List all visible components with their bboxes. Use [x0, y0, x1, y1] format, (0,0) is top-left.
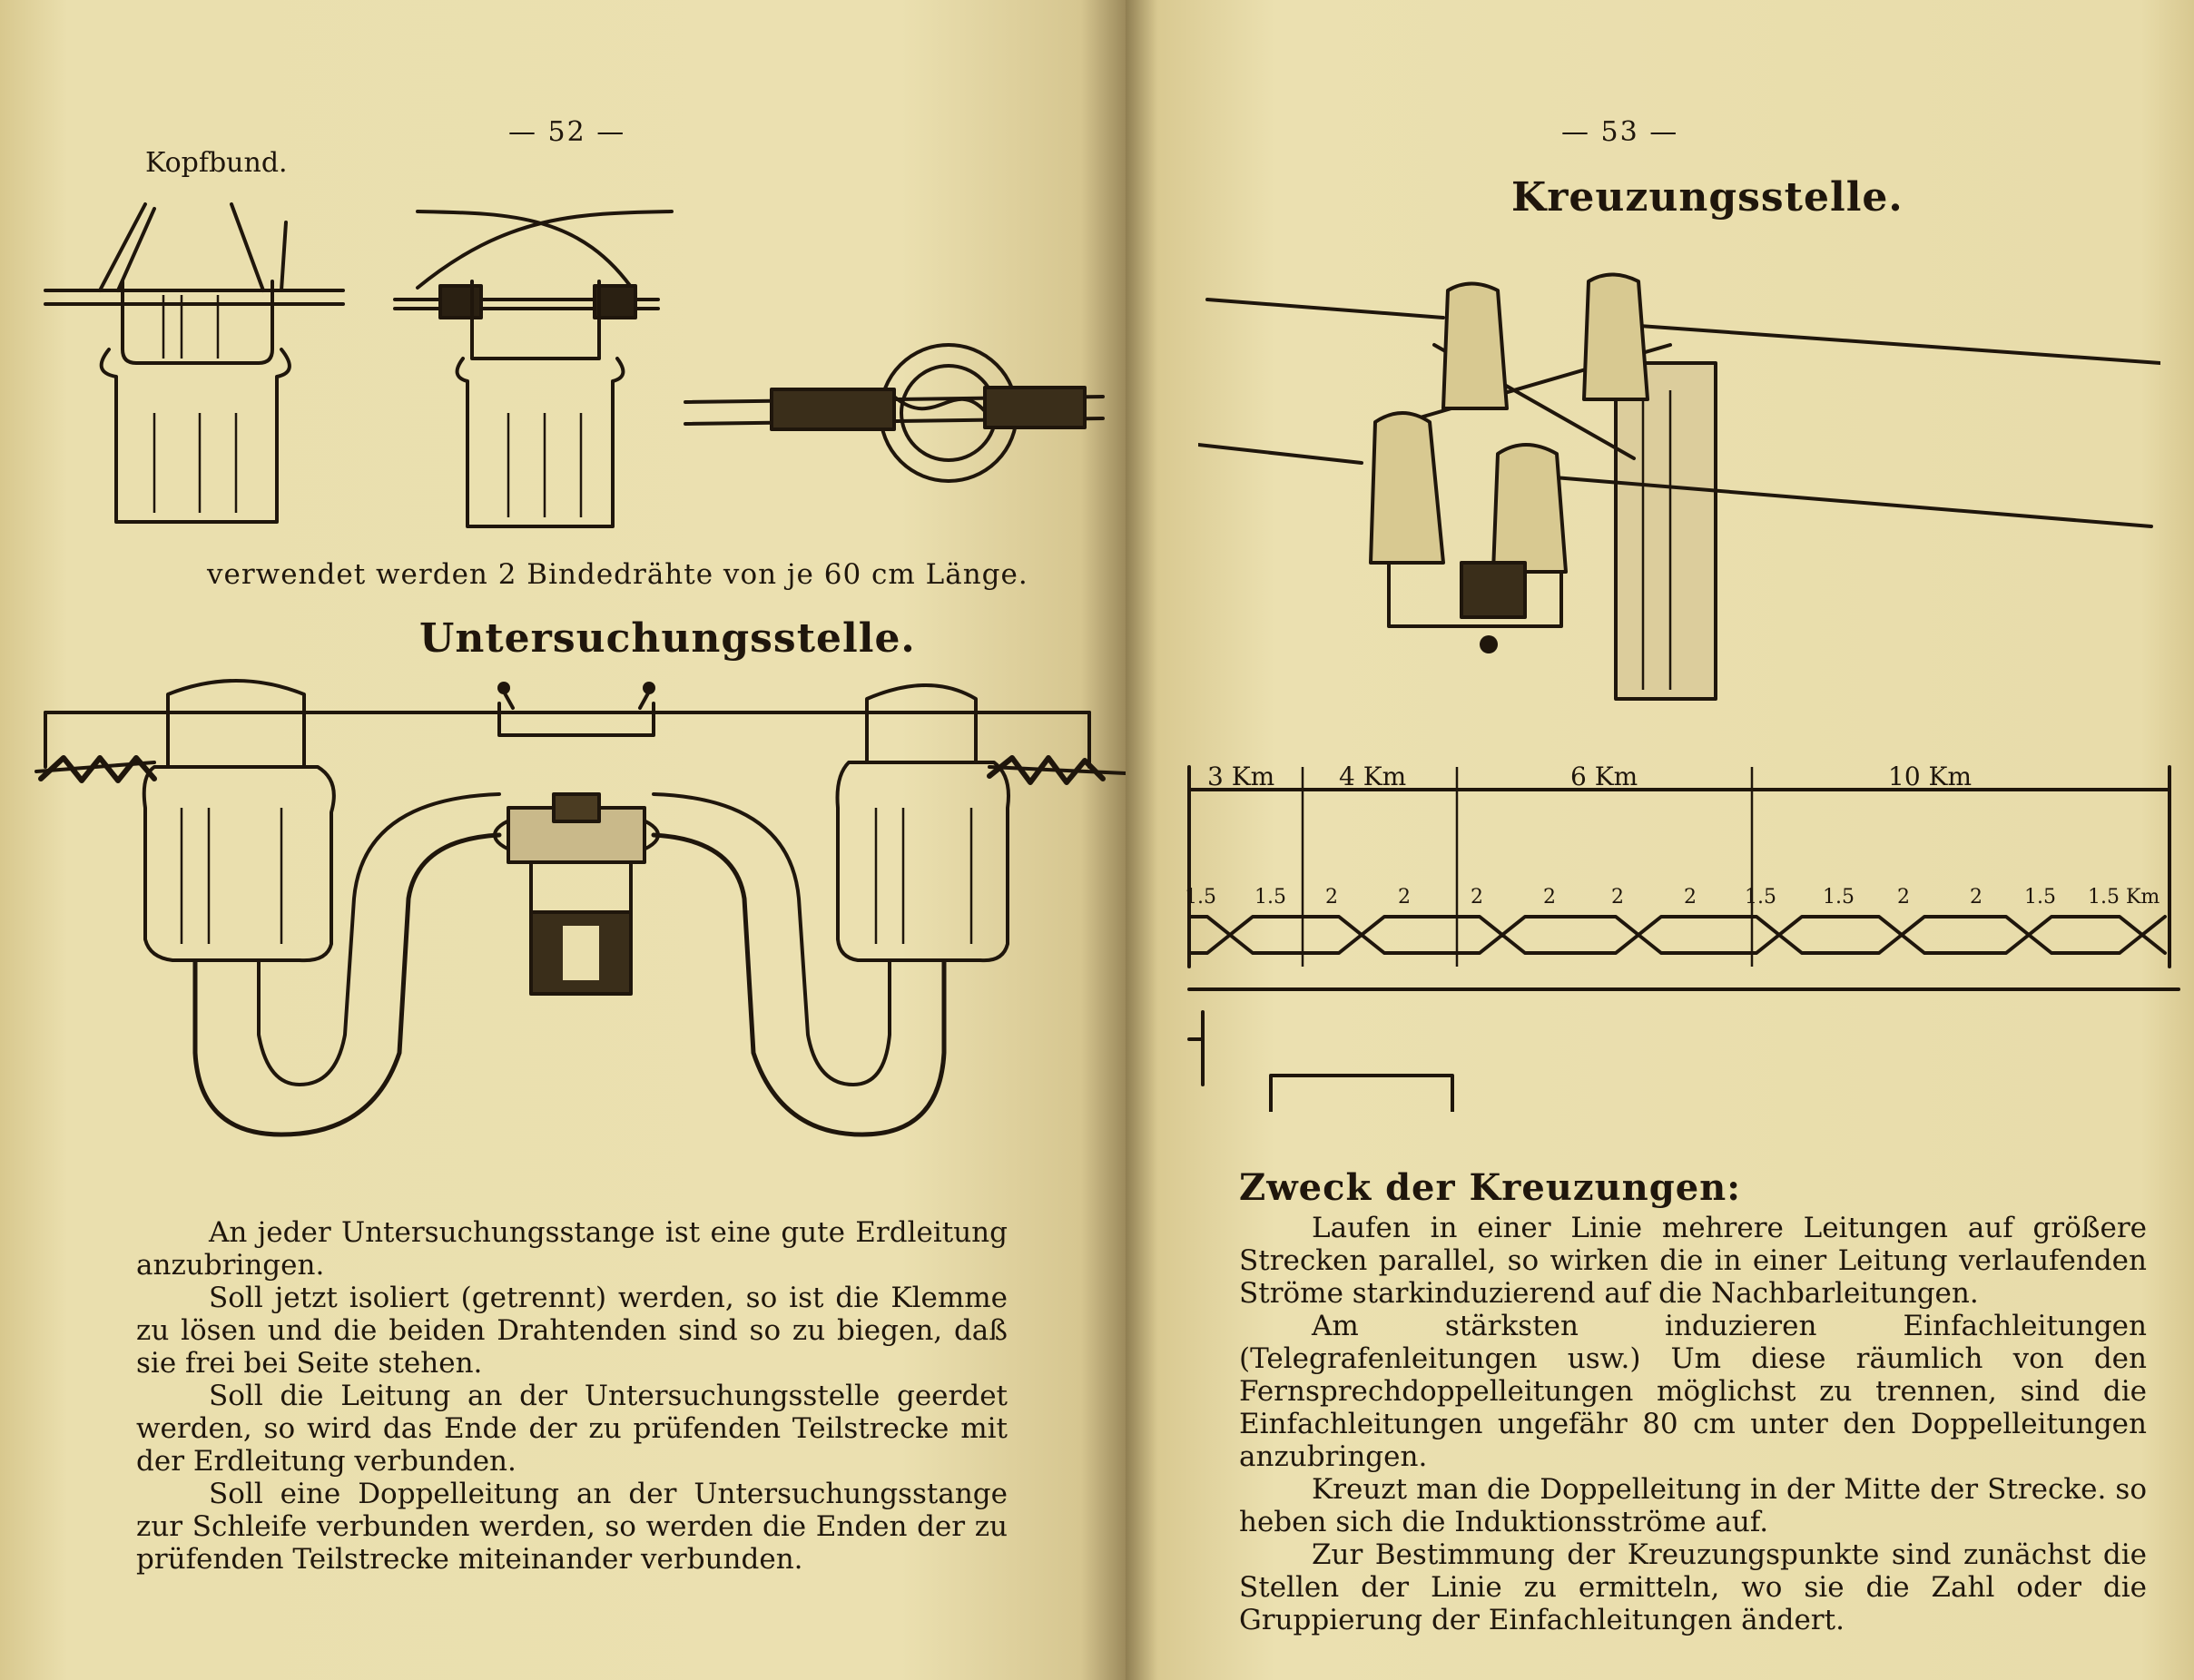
- page-number-52: — 52 —: [508, 116, 626, 148]
- kreuzung-heading: Kreuzungsstelle.: [1511, 174, 1904, 221]
- segment-label-2: 1.5: [1254, 886, 1286, 909]
- right-page: [1126, 0, 2194, 1680]
- segment-label-6: 2: [1543, 886, 1556, 909]
- segment-label-13: 1.5: [2024, 886, 2056, 909]
- segment-label-8: 2: [1684, 886, 1697, 909]
- left-paragraph-1: An jeder Untersuchungsstange ist eine gute Erdleitung anzubringen.: [136, 1216, 1008, 1282]
- segment-label-11: 2: [1897, 886, 1910, 909]
- kopfbund-illustration: [36, 195, 1126, 540]
- kopfbund-insulator-1: [45, 204, 343, 522]
- kopfbund-insulator-2: [395, 211, 672, 526]
- segment-label-9: 1.5: [1745, 886, 1776, 909]
- left-paragraph-3: Soll die Leitung an der Untersuchungsstelle geerdet werden, so wird das Ende der zu prüfenden Teilstrecke mit der Erdleitung verbunden.: [136, 1380, 1008, 1478]
- untersuchung-illustration: [27, 672, 1126, 1162]
- zweck-heading: Zweck der Kreuzungen:: [1239, 1166, 1742, 1209]
- segment-label-4: 2: [1398, 886, 1411, 909]
- left-paragraph-2: Soll jetzt isoliert (getrennt) werden, so ist die Klemme zu lösen und die beiden Drahtenden sind so zu biegen, daß sie frei bei Seite stehen.: [136, 1282, 1008, 1380]
- distance-label-4: 10 Km: [1888, 761, 1972, 791]
- distance-label-2: 4 Km: [1339, 761, 1407, 791]
- right-body-text: [1239, 1212, 2147, 1636]
- segment-label-7: 2: [1611, 886, 1624, 909]
- kopfbund-caption: verwendet werden 2 Bindedrähte von je 60 cm Länge.: [207, 558, 1028, 591]
- untersuchung-heading: Untersuchungsstelle.: [419, 615, 916, 662]
- kreuzung-illustration: [1198, 263, 2160, 717]
- segment-label-5: 2: [1471, 886, 1483, 909]
- segment-label-14: 1.5 Km: [2088, 886, 2160, 909]
- right-paragraph-4: Zur Bestimmung der Kreuzungspunkte sind zunächst die Stellen der Linie zu ermitteln, wo sie die Zahl oder die Gruppierung der Einfachleitungen ändert.: [1239, 1538, 2147, 1636]
- segment-label-1: 1.5: [1185, 886, 1216, 909]
- right-paragraph-1: Laufen in einer Linie mehrere Leitungen auf größere Strecken parallel, so wirken die in einer Leitung verlaufenden Ströme starkinduzierend auf die Nachbarleitungen.: [1239, 1212, 2147, 1310]
- right-paragraph-3: Kreuzt man die Doppelleitung in der Mitte der Strecke. so heben sich die Induktionsströme auf.: [1239, 1473, 2147, 1538]
- page-number-53: — 53 —: [1561, 116, 1679, 148]
- left-body-text: [136, 1216, 1008, 1576]
- right-paragraph-2: Am stärksten induzieren Einfachleitungen (Telegrafenleitungen usw.) Um diese räumlich von den Fernsprechdoppelleitungen möglichst zu trennen, sind die Einfachleitungen ungefähr 80 cm unter den Doppelleitungen anzubringen.: [1239, 1310, 2147, 1473]
- distance-label-3: 6 Km: [1570, 761, 1638, 791]
- segment-label-12: 2: [1970, 886, 1982, 909]
- kopfbund-top-view: [685, 345, 1103, 481]
- distance-label-1: 3 Km: [1207, 761, 1275, 791]
- left-paragraph-4: Soll eine Doppelleitung an der Untersuchungsstange zur Schleife verbunden werden, so werden die Enden der zu prüfenden Teilstrecke miteinander verbunden.: [136, 1478, 1008, 1576]
- crossing-scheme: [1180, 749, 2188, 1112]
- segment-label-10: 1.5: [1823, 886, 1855, 909]
- kopfbund-label: Kopfbund.: [145, 147, 288, 179]
- segment-label-3: 2: [1325, 886, 1338, 909]
